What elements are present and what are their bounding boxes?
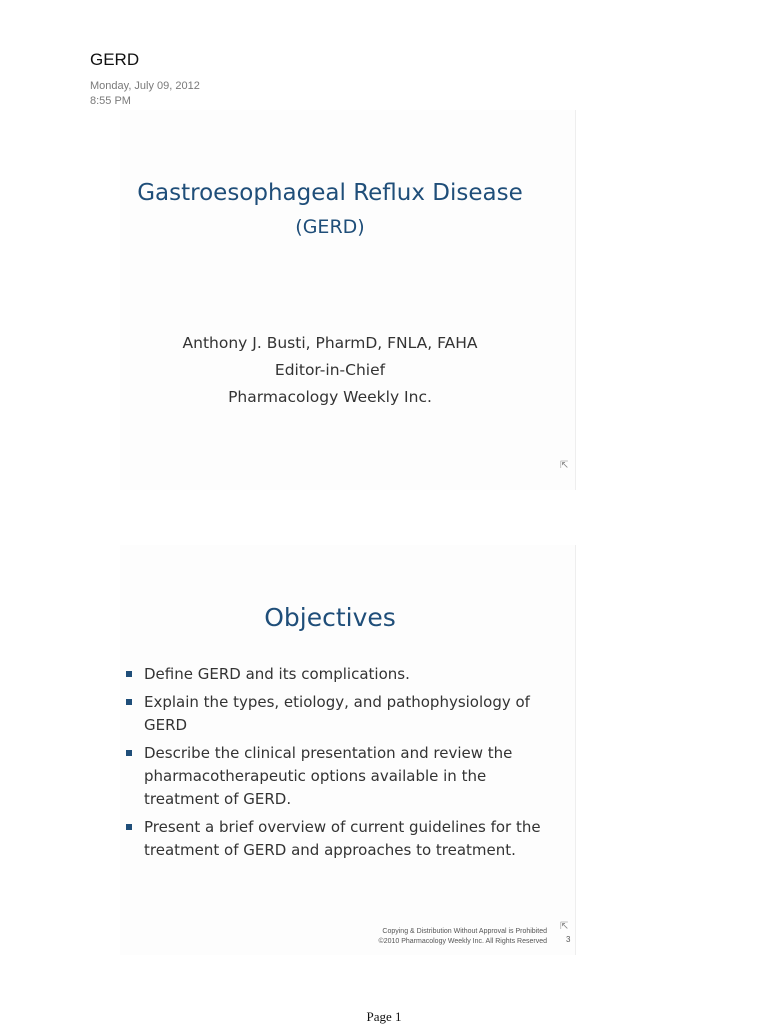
mouse-cursor-icon: ⇱ <box>560 460 569 471</box>
note-date: Monday, July 09, 2012 <box>90 80 200 92</box>
slide-number: 3 <box>566 935 571 944</box>
list-item-text: Explain the types, etiology, and pathophysiology of GERD <box>144 693 530 734</box>
square-bullet-icon <box>126 824 132 830</box>
list-item <box>124 816 564 862</box>
slide-subtitle: (GERD) <box>295 216 365 238</box>
copyright-line: ©2010 Pharmacology Weekly Inc. All Rights Reserved <box>378 938 547 945</box>
note-title[interactable]: GERD <box>90 50 140 69</box>
list-item-text: Present a brief overview of current guidelines for the treatment of GERD and approaches to treatment. <box>144 818 541 859</box>
author-name: Anthony J. Busti, PharmD, FNLA, FAHA <box>182 334 478 352</box>
author-role: Editor-in-Chief <box>274 361 386 379</box>
list-item-text: Define GERD and its complications. <box>144 665 410 683</box>
list-item <box>124 742 564 811</box>
slide-title: Objectives <box>264 603 396 632</box>
list-item-text: Describe the clinical presentation and review the pharmacotherapeutic options available in the treatment of GERD. <box>144 744 513 808</box>
copyright-notice <box>300 927 547 947</box>
list-item <box>124 663 564 686</box>
square-bullet-icon <box>126 671 132 677</box>
page-number: Page 1 <box>366 1009 402 1024</box>
note-time: 8:55 PM <box>90 95 131 107</box>
copyright-line: Copying & Distribution Without Approval is Prohibited <box>382 928 547 935</box>
objectives-list <box>124 663 564 867</box>
author-block <box>120 330 540 411</box>
square-bullet-icon <box>126 699 132 705</box>
slide-title: Gastroesophageal Reflux Disease <box>137 180 523 206</box>
list-item <box>124 691 564 737</box>
slide-printout-1[interactable] <box>120 110 576 490</box>
slide-printout-2[interactable] <box>120 545 576 955</box>
square-bullet-icon <box>126 750 132 756</box>
mouse-cursor-icon: ⇱ <box>560 921 569 932</box>
author-organization: Pharmacology Weekly Inc. <box>228 388 432 406</box>
